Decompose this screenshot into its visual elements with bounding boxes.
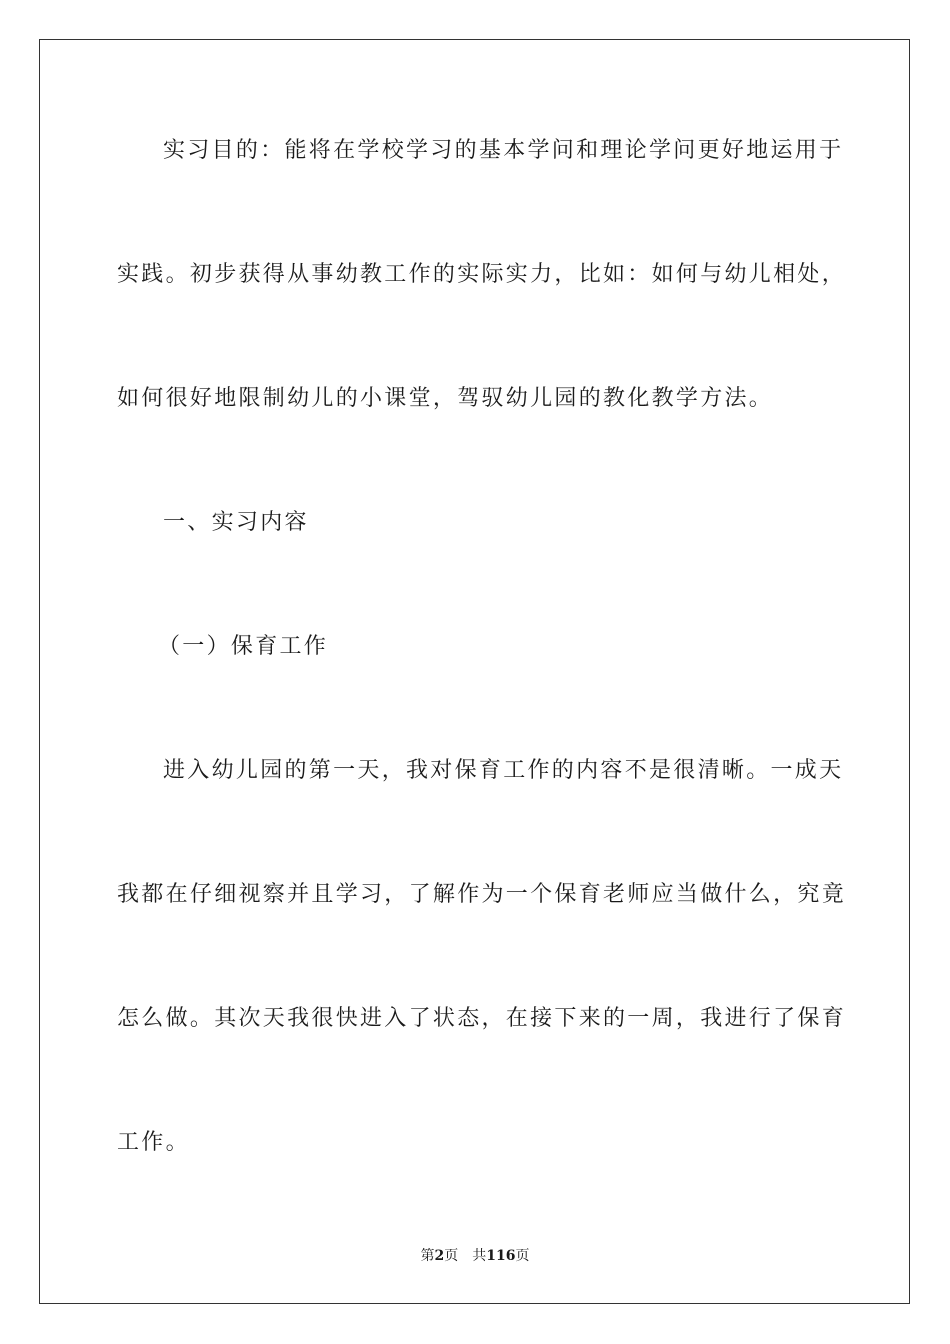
section-heading: 一、实习内容 <box>163 510 309 535</box>
body-text-line: 怎么做。其次天我很快进入了状态，在接下来的一周，我进行了保育 <box>117 1006 847 1031</box>
body-text-line: 工作。 <box>117 1130 190 1155</box>
body-text-line: 如何很好地限制幼儿的小课堂，驾驭幼儿园的教化教学方法。 <box>117 386 774 411</box>
page-footer <box>0 1246 950 1266</box>
body-text-line: 实习目的：能将在学校学习的基本学问和理论学问更好地运用于 <box>163 138 844 163</box>
body-text-line: 我都在仔细视察并且学习，了解作为一个保育老师应当做什么，究竟 <box>117 882 847 907</box>
total-pages-label: 共116页 <box>472 1248 530 1264</box>
page-number-label: 第2页 <box>420 1248 459 1264</box>
body-text-line: 实践。初步获得从事幼教工作的实际实力，比如：如何与幼儿相处， <box>117 262 847 287</box>
subsection-heading: （一）保育工作 <box>158 634 329 659</box>
page-border <box>39 39 910 1304</box>
body-text-line: 进入幼儿园的第一天，我对保育工作的内容不是很清晰。一成天 <box>163 758 844 783</box>
